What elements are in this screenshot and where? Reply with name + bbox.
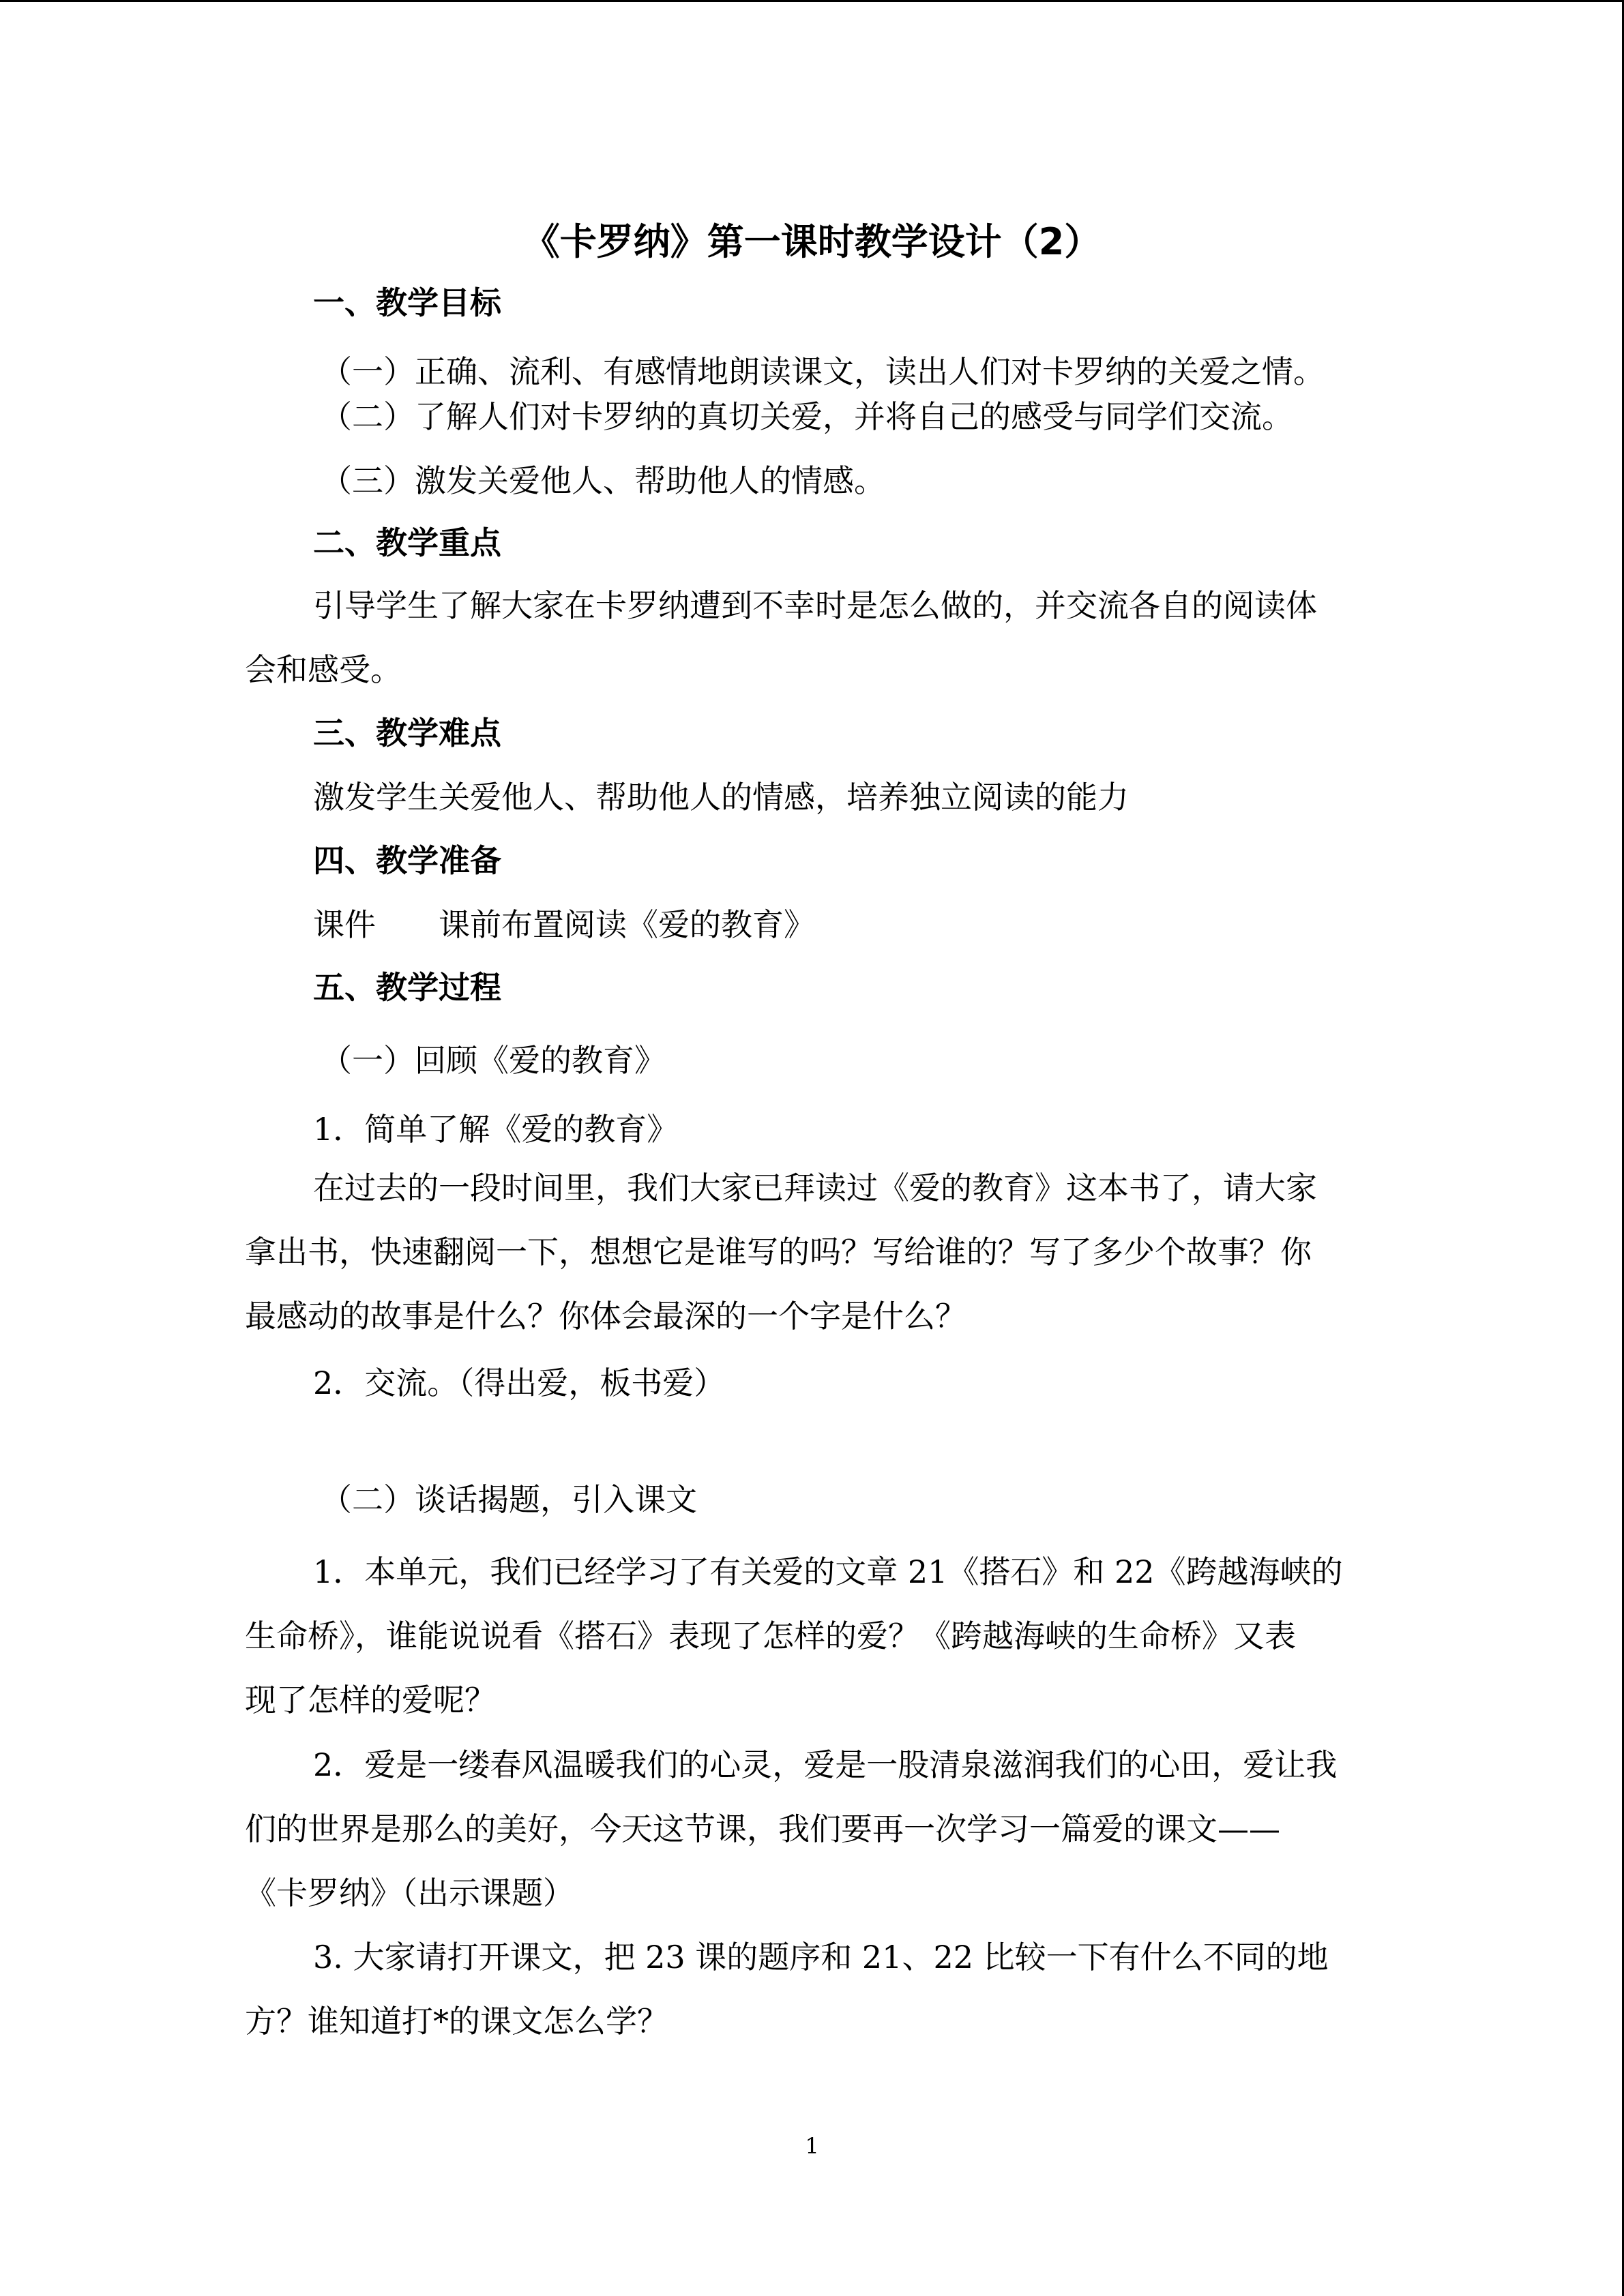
- process-part1-step2: 2．交流。（得出爱，板书爱）: [313, 1365, 726, 1401]
- goal-item-3: （三）激发关爱他人、帮助他人的情感。: [321, 462, 885, 499]
- process-part2-step2-line-1: 2．爱是一缕春风温暖我们的心灵，爱是一股清泉滋润我们的心田，爱让我: [313, 1746, 1338, 1783]
- heading-difficulties: 三、教学难点: [313, 715, 501, 751]
- process-part2-step1-line-3: 现了怎样的爱呢？: [245, 1682, 496, 1718]
- heading-process: 五、教学过程: [313, 969, 501, 1006]
- page-border-top: [0, 0, 1624, 2]
- difficulties-line-1: 激发学生关爱他人、帮助他人的情感，培养独立阅读的能力: [313, 779, 1129, 816]
- heading-teaching-goals: 一、教学目标: [313, 284, 501, 321]
- process-part2-step3-line-1: 3. 大家请打开课文，把 23 课的题序和 21、22 比较一下有什么不同的地: [313, 1939, 1329, 1976]
- page-number: 1: [805, 2133, 819, 2159]
- process-part2-step2-line-2: 们的世界是那么的美好，今天这节课，我们要再一次学习一篇爱的课文——: [245, 1810, 1280, 1847]
- process-part1-step1-title: 1．简单了解《爱的教育》: [313, 1111, 679, 1148]
- preparation-line-1: 课件 课前布置阅读《爱的教育》: [313, 906, 815, 943]
- key-points-line-1: 引导学生了解大家在卡罗纳遭到不幸时是怎么做的，并交流各自的阅读体: [313, 587, 1317, 624]
- process-part2-step1-line-1: 1．本单元，我们已经学习了有关爱的文章 21《搭石》和 22《跨越海峡的: [313, 1553, 1343, 1590]
- process-part2-step1-line-2: 生命桥》，谁能说说看《搭石》表现了怎样的爱？《跨越海峡的生命桥》又表: [245, 1617, 1296, 1654]
- process-part1-step1-line-3: 最感动的故事是什么？你体会最深的一个字是什么？: [245, 1298, 966, 1335]
- process-part2-title: （二）谈话揭题，引入课文: [321, 1481, 697, 1518]
- process-part2-step3-line-2: 方？谁知道打*的课文怎么学？: [245, 2003, 668, 2040]
- heading-preparation: 四、教学准备: [313, 842, 501, 879]
- document-title: 《卡罗纳》第一课时教学设计（2）: [522, 220, 1102, 263]
- process-part2-step2-line-3: 《卡罗纳》（出示课题）: [245, 1875, 574, 1911]
- process-part1-step1-line-1: 在过去的一段时间里，我们大家已拜读过《爱的教育》这本书了，请大家: [313, 1169, 1317, 1206]
- key-points-line-2: 会和感受。: [245, 651, 402, 688]
- goal-item-1: （一）正确、流利、有感情地朗读课文，读出人们对卡罗纳的关爱之情。: [321, 353, 1325, 390]
- goal-item-2: （二）了解人们对卡罗纳的真切关爱，并将自己的感受与同学们交流。: [321, 398, 1293, 435]
- process-part1-step1-line-2: 拿出书，快速翻阅一下，想想它是谁写的吗？写给谁的？写了多少个故事？你: [245, 1234, 1312, 1270]
- heading-key-points: 二、教学重点: [313, 524, 501, 561]
- process-part1-title: （一）回顾《爱的教育》: [321, 1042, 666, 1079]
